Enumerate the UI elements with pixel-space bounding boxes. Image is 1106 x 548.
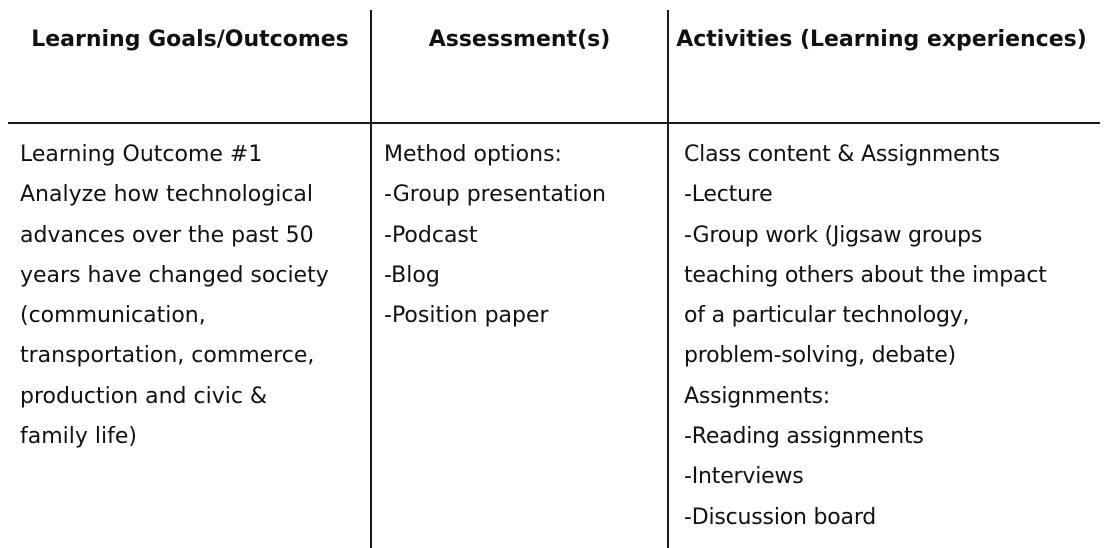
cell-line: -Interviews [684, 464, 804, 490]
cell-line: production and civic & [20, 383, 268, 409]
header-learning-goals: Learning Goals/Outcomes [31, 27, 349, 52]
cell-line: years have changed society [20, 262, 329, 288]
cell-line: transportation, commerce, [20, 343, 315, 369]
cell-line: (communication, [20, 303, 206, 329]
cell-line: -Lecture [684, 182, 773, 208]
cell-line: teaching others about the impact [684, 262, 1047, 288]
cell-line: Learning Outcome #1 [20, 142, 263, 167]
cell-line: -Position paper [384, 303, 549, 329]
cell-line: Assignments: [684, 383, 831, 409]
cell-line: -Blog [384, 262, 440, 288]
header-activities: Activities (Learning experiences) [676, 27, 1087, 52]
cell-line: -Discussion board [684, 504, 877, 530]
cell-line: -Group work (Jigsaw groups [684, 222, 983, 248]
cell-line: -Reading assignments [684, 424, 924, 450]
cell-line: family life) [20, 424, 137, 450]
cell-line: Analyze how technological [20, 182, 314, 208]
assessments-cell [384, 135, 664, 336]
cell-line: problem-solving, debate) [684, 343, 956, 369]
column-divider-2 [667, 10, 669, 548]
cell-line: -Podcast [384, 222, 478, 248]
cell-line: Method options: [384, 142, 562, 167]
column-divider-1 [370, 10, 372, 548]
cell-line: of a particular technology, [684, 303, 970, 329]
header-divider [8, 122, 1100, 124]
cell-line: advances over the past 50 [20, 222, 314, 248]
header-assessments: Assessment(s) [428, 27, 611, 52]
cell-line: -Group presentation [384, 182, 606, 208]
learning-goals-cell [20, 135, 365, 457]
activities-cell [684, 135, 1102, 538]
cell-line: Class content & Assignments [684, 142, 1000, 167]
